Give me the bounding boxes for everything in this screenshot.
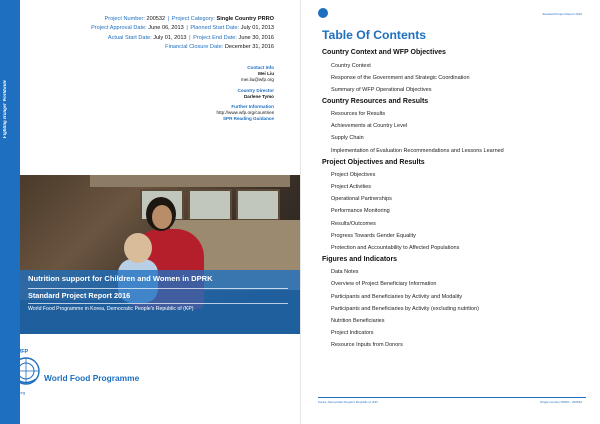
toc-item[interactable]: Results/Outcomes — [331, 220, 376, 227]
un-emblem-icon — [318, 8, 328, 18]
meta-line-3: Actual Start Date: July 01, 2013 | Project End Date: June 30, 2016 — [107, 34, 274, 41]
toc-item[interactable]: Country Context — [331, 62, 371, 69]
toc-item[interactable]: Project Objectives — [331, 172, 376, 179]
project-number: 200532 — [146, 16, 166, 22]
meta-line-2: Project Approval Date: June 06, 2013 | Planned Start Date: July 01, 2013 — [91, 25, 274, 32]
project-category: Single Country PRRO — [216, 16, 274, 22]
toc-section-heading[interactable]: Country Context and WFP Objectives — [322, 49, 446, 56]
toc-item[interactable]: Performance Monitoring — [331, 208, 390, 215]
toc-list — [322, 47, 587, 351]
toc-item[interactable]: Nutrition Beneficiaries — [331, 317, 385, 324]
footer-right: Single Country PRRO - 200532 — [540, 400, 582, 404]
wfp-abbr: WFP — [16, 349, 29, 355]
toc-item[interactable]: Resource Inputs from Donors — [331, 341, 403, 348]
country-director-label: Country Director — [237, 87, 274, 93]
toc-item[interactable]: Progress Towards Gender Equality — [331, 232, 416, 239]
further-info-label: Further Information — [231, 104, 274, 110]
toc-section-heading[interactable]: Project Objectives and Results — [322, 158, 425, 166]
meta-line-4: Financial Closure Date: December 31, 2016 — [165, 44, 274, 51]
wfp-logo-tag: wfp.org — [12, 390, 26, 395]
toc-item[interactable]: Overview of Project Beneficiary Information — [331, 281, 437, 288]
meta-line-1: Project Number: 200532 | Project Category: Single Country PRRO — [104, 16, 274, 22]
toc-item[interactable]: Participants and Beneficiaries by Activity and Modality — [331, 293, 463, 300]
strip-slogan: Fighting Hunger Worldwide — [3, 80, 8, 139]
footer-left: Korea, Democratic People's Republic of (KP) — [318, 400, 378, 404]
cover-caption — [20, 270, 300, 334]
toc-item[interactable]: Achievements at Country Level — [331, 123, 408, 130]
toc-item[interactable]: Project Indicators — [331, 329, 374, 336]
toc-item[interactable]: Protection and Accountability to Affected Populations — [331, 244, 460, 251]
toc-item[interactable]: Response of the Government and Strategic Coordination — [331, 74, 470, 81]
toc-item[interactable]: Implementation of Evaluation Recommendations and Lessons Learned — [331, 147, 504, 154]
toc-item[interactable]: Data Notes — [331, 269, 359, 276]
report-organization: World Food Programme in Korea, Democratic People's Republic of (KP) — [28, 306, 194, 312]
report-title: Nutrition support for Children and Women in DPRK — [28, 274, 213, 283]
report-subtitle: Standard Project Report 2016 — [28, 291, 131, 300]
toc-page — [300, 0, 600, 424]
toc-title: Table Of Contents — [322, 28, 427, 42]
contact-email[interactable]: mei.liu@wfp.org — [240, 77, 274, 83]
toc-section-heading[interactable]: Country Resources and Results — [322, 97, 429, 105]
country-director-name: Darlene Tymo — [243, 93, 274, 99]
contact-name: Mei Liu — [258, 71, 274, 77]
toc-item[interactable]: Project Activities — [331, 184, 372, 191]
toc-item[interactable]: Supply Chain — [331, 135, 364, 142]
toc-item[interactable]: Resources for Results — [331, 111, 386, 118]
wfp-logo-name: World Food Programme — [44, 373, 140, 383]
toc-item[interactable]: Operational Partnerships — [331, 196, 392, 203]
wfp-emblem-icon — [10, 355, 42, 387]
toc-item[interactable]: Participants and Beneficiaries by Activity (excluding nutrition) — [331, 305, 479, 312]
contact-info-label: Contact Info — [247, 65, 274, 70]
project-metadata — [91, 15, 274, 53]
footer-rule — [318, 397, 586, 398]
toc-header-right: Standard Project Report 2016 — [542, 12, 582, 16]
contact-block — [217, 65, 274, 123]
spr-guidance-link[interactable]: SPR Reading Guidance — [222, 116, 274, 122]
further-info-link[interactable]: http://www.wfp.org/countries — [216, 110, 274, 116]
toc-item[interactable]: Summary of WFP Operational Objectives — [331, 86, 432, 93]
toc-section-heading[interactable]: Figures and Indicators — [322, 255, 398, 263]
